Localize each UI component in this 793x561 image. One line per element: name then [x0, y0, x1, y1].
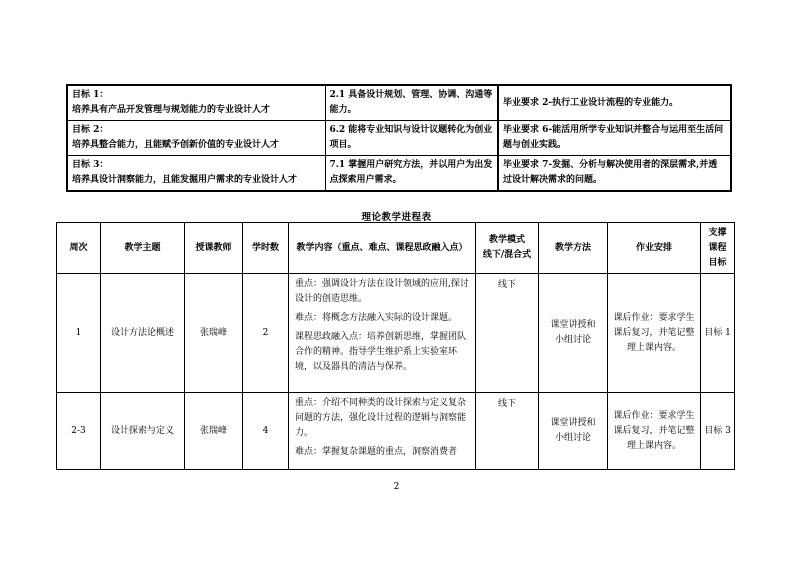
teacher-cell: 张瑞峰 [185, 274, 243, 393]
teacher-cell: 张瑞峰 [185, 393, 243, 470]
goal-text: 培养具设计洞察能力，且能发掘用户需求的专业设计人才 [72, 175, 298, 185]
header-support-line2: 课程 [708, 242, 727, 253]
method-line2: 小组讨论 [554, 335, 591, 345]
content-cell [289, 393, 476, 470]
header-support-line1: 支撑 [708, 227, 727, 238]
objective-row [67, 85, 731, 121]
method-line2: 小组讨论 [554, 433, 591, 443]
goal-cell [67, 121, 325, 156]
mode-cell: 线下 [476, 393, 539, 470]
homework-cell [608, 274, 701, 393]
support-cell: 目标 1 [701, 274, 735, 393]
method-line1: 课堂讲授和 [550, 418, 596, 428]
schedule-table [56, 222, 735, 470]
method-cell [539, 274, 608, 393]
header-teacher: 授课教师 [185, 223, 243, 274]
indicator-cell: 2.1 具备设计规划、管理、协调、沟通等能力。 [325, 85, 498, 121]
hours-cell: 2 [243, 274, 289, 393]
header-mode [476, 223, 539, 274]
homework-cell [608, 393, 701, 470]
indicator-cell: 6.2 能将专业知识与设计议题转化为创业项目。 [325, 121, 498, 156]
goal-label: 目标 2： [72, 125, 109, 135]
homework-line1: 课后作业：要求学生 [613, 410, 695, 421]
content-difficulty: 难点：掌握复杂课题的重点，洞察消费者 [295, 447, 458, 457]
mode-cell: 线下 [476, 274, 539, 393]
page-number: 2 [393, 482, 400, 492]
header-homework: 作业安排 [608, 223, 701, 274]
header-topic: 教学主题 [101, 223, 185, 274]
requirement-cell: 毕业要求 7-发掘、分析与解决使用者的深层需求,并透过设计解决需求的问题。 [498, 156, 731, 192]
goal-label: 目标 3： [72, 160, 109, 170]
content-ideology: 课程思政融入点：培养创新思维，掌握团队合作的精神。指导学生维护系上实验室环境，以及器具的清洁与保养。 [295, 332, 467, 372]
objective-row [67, 156, 731, 192]
schedule-header-row [57, 223, 735, 274]
homework-line3: 理上课内容。 [626, 342, 681, 353]
objective-row [67, 121, 731, 156]
content-difficulty: 难点：将概念方法融入实际的设计课题。 [295, 313, 458, 323]
goal-text: 培养具有产品开发管理与规划能力的专业设计人才 [72, 105, 271, 115]
goal-cell [67, 85, 325, 121]
method-cell [539, 393, 608, 470]
topic-cell: 设计探索与定义 [101, 393, 185, 470]
homework-line2: 课后复习，并笔记整 [613, 425, 695, 436]
content-key-point: 重点：强调设计方法在设计领域的应用,探讨设计的创造思维。 [295, 279, 469, 304]
header-support [701, 223, 735, 274]
week-cell: 2-3 [57, 393, 101, 470]
table-row [57, 274, 735, 393]
method-line1: 课堂讲授和 [550, 320, 596, 330]
objectives-table [66, 84, 732, 192]
hours-cell: 4 [243, 393, 289, 470]
header-week: 周次 [57, 223, 101, 274]
goal-cell [67, 156, 325, 192]
header-hours: 学时数 [243, 223, 289, 274]
requirement-cell: 毕业要求 2-执行工业设计流程的专业能力。 [498, 85, 731, 121]
requirement-cell: 毕业要求 6-能活用所学专业知识并整合与运用至生活问题与创业实践。 [498, 121, 731, 156]
header-mode-line1: 教学模式 [488, 235, 525, 245]
table-row [57, 393, 735, 470]
homework-line2: 课后复习，并笔记整 [613, 327, 695, 338]
header-content: 教学内容（重点、难点、课程思政融入点） [289, 223, 476, 274]
week-cell: 1 [57, 274, 101, 393]
header-support-line3: 目标 [708, 257, 727, 268]
topic-cell: 设计方法论概述 [101, 274, 185, 393]
content-key-point: 重点：介绍不同种类的设计探索与定义复杂问题的方法，强化设计过程的逻辑与洞察能力。 [295, 398, 467, 438]
goal-text: 培养具整合能力，且能赋予创新价值的专业设计人才 [72, 140, 280, 150]
header-method: 教学方法 [539, 223, 608, 274]
indicator-cell: 7.1 掌握用户研究方法，并以用户为出发点探索用户需求。 [325, 156, 498, 192]
homework-line3: 理上课内容。 [626, 440, 681, 451]
support-cell: 目标 3 [701, 393, 735, 470]
goal-label: 目标 1： [72, 90, 109, 100]
schedule-title: 理论教学进程表 [361, 212, 432, 223]
homework-line1: 课后作业：要求学生 [613, 312, 695, 323]
header-mode-line2: 线下/混合式 [482, 250, 532, 260]
content-cell [289, 274, 476, 393]
